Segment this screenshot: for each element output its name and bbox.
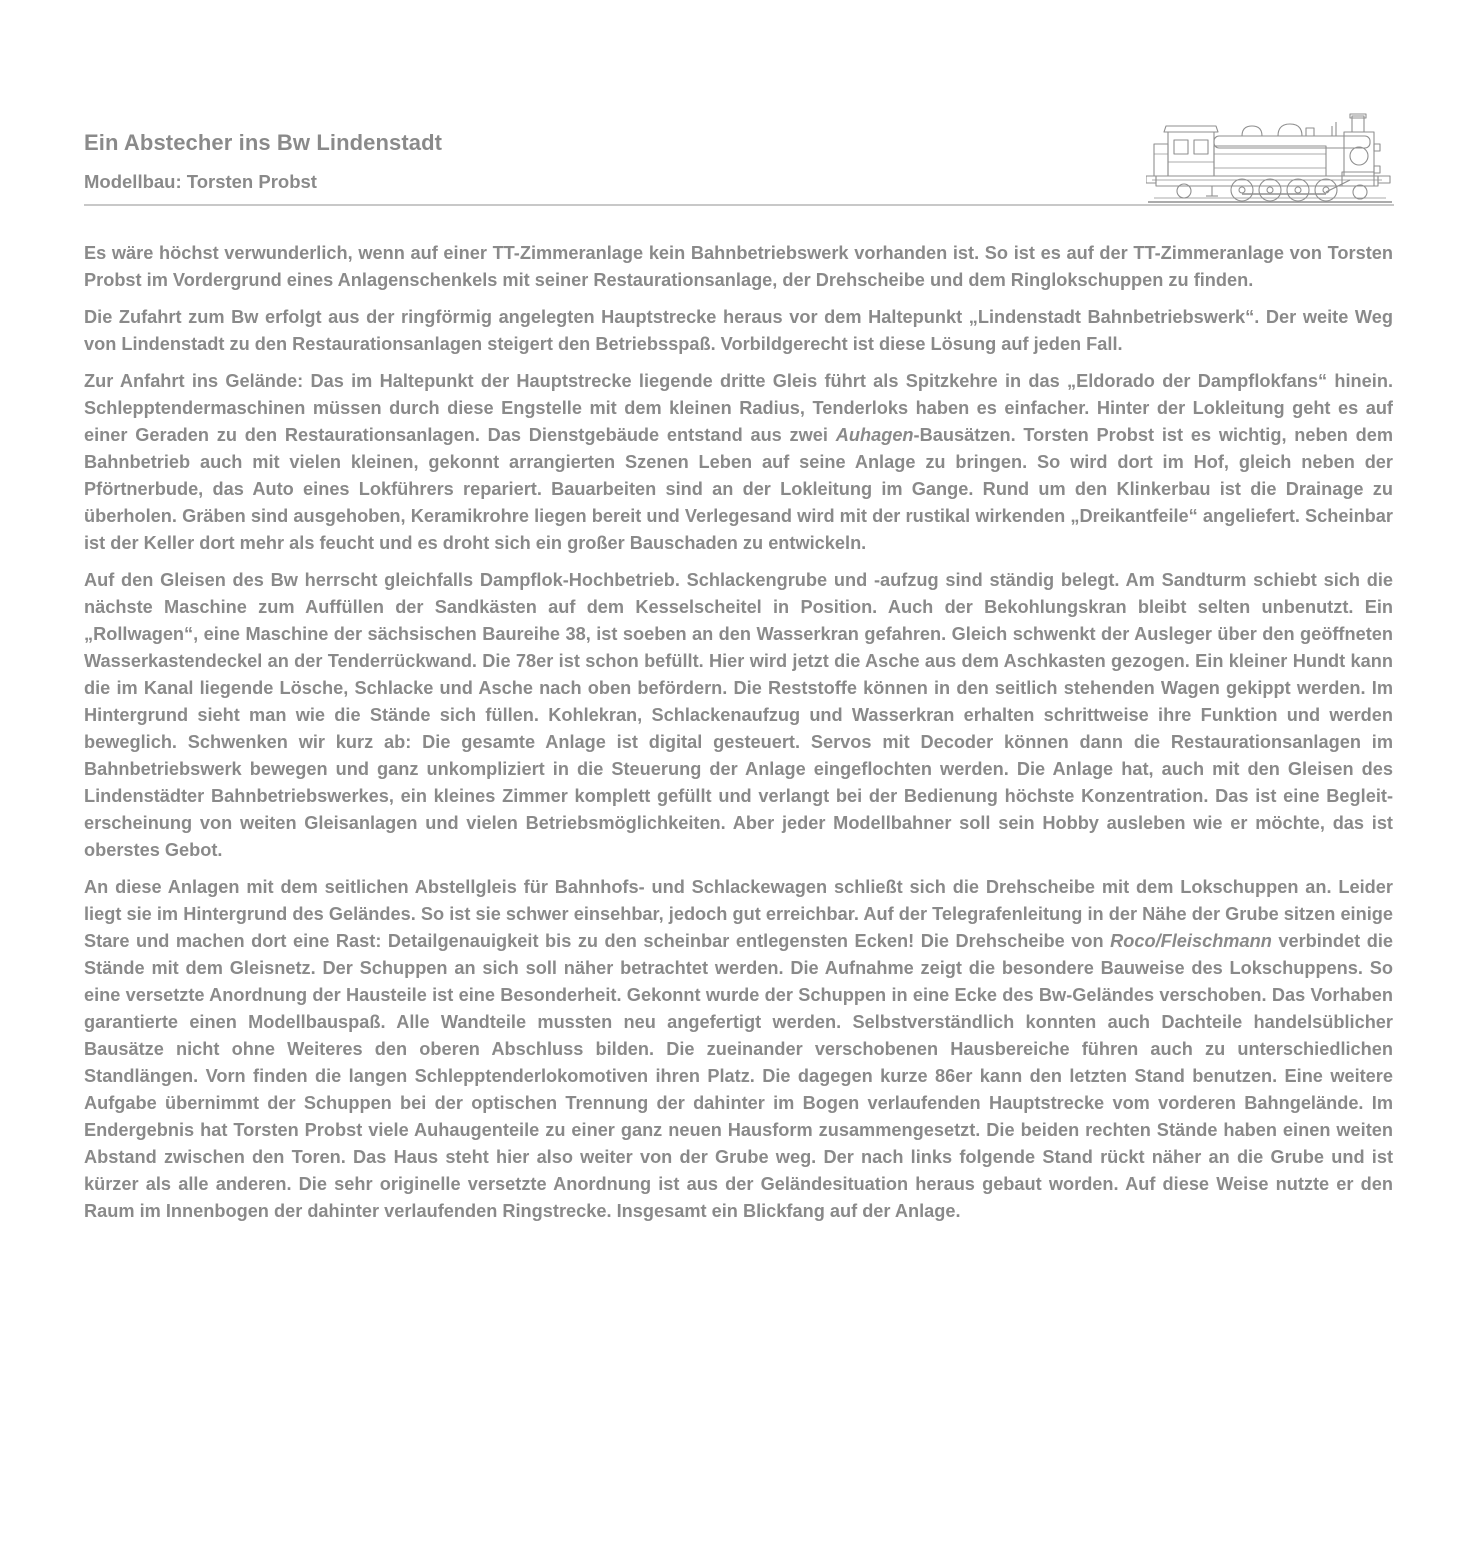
article-title: Ein Abstecher ins Bw Lindenstadt xyxy=(84,130,443,155)
paragraph-text: verbindet die Stände mit dem Gleisnetz. Der Schuppen an sich soll näher betrachtet werden. Die Aufnahme zeigt die besondere Bauweise des Lokschuppens. So eine versetzte Anordnung der Hausteile ist eine Besonderheit. Gekonnt wurde der Schuppen in eine Ecke des Bw-Geländes verschoben. Das Vorhaben garantierte einen Modellbauspaß. Alle Wandteile mussten neu angefertigt werden. Selbstverständlich konnten auch Dachteile handelsüblicher Bausätze nicht ohne Weiteres den oberen Abschluss bilden. Die zueinander verschobenen Hausbereiche führen auch zu unterschiedlichen Standlängen. Vorn finden die langen Schlepptenderlokomotiven ihren Platz. Die dagegen kurze 86er kann den letzten Stand benutzen. Eine weitere Aufgabe übernimmt der Schuppen bei der optischen Trennung der dahinter im Bogen verlaufenden Hauptstrecke vom vorderen Bahngelände. Im Endergebnis hat Torsten Probst viele Auhaugenteile zu einer ganz neuen Hausform zusammengesetzt. Die beiden rechten Stände haben einen weiten Abstand zwischen den Toren. Das Haus steht hier also weiter von der Grube weg. Der nach links folgende Stand rückt näher an die Grube und ist kürzer als alle anderen. Die sehr originelle versetzte Anordnung ist aus der Geländesituation heraus gebaut worden. Auf diese Weise nutzte er den Raum im Innenbogen der dahinter verlaufenden Ringstrecke. Insgesamt ein Blickfang auf der Anlage. xyxy=(84,931,1393,1221)
paragraph-operations: Auf den Gleisen des Bw herrscht gleichfalls Dampflok-Hochbetrieb. Schlackengrube und -aufzug sind ständig belegt. Am Sandturm schiebt sich die nächste Maschine zum Auffüllen der Sandkästen auf dem Kesselscheitel in Position. Auch der Bekohlungskran bleibt selten unbenutzt. Ein „Rollwagen“, eine Maschine der sächsischen Baureihe 38, ist soeben an den Wasserkran gefahren. Gleich schwenkt der Ausleger über den geöffneten Wasserkastendeckel an der Tenderrückwand. Die 78er ist schon befüllt. Hier wird jetzt die Asche aus dem Aschkasten gezogen. Ein kleiner Hundt kann die im Kanal liegende Lösche, Schlacke und Asche nach oben befördern. Die Reststoffe können in den seitlich stehenden Wagen gekippt werden. Im Hintergrund sieht man wie die Stände sich füllen. Kohlekran, Schlackenaufzug und Wasserkran erhalten schrittweise ihre Funktion und werden beweglich. Schwenken wir kurz ab: Die gesamte Anlage ist digital gesteuert. Servos mit Decoder können dann die Restaurationsanlagen im Bahnbetriebswerk bewegen und ganz unkompliziert in die Steuerung der Anlage eingeflochten werden. Die Anlage hat, auch mit den Gleisen des Lindenstädter Bahnbetriebswerkes, ein kleines Zimmer komplett gefüllt und verlangt bei der Bedienung höchste Konzentration. Das ist eine Begleiterscheinung von weiten Gleisanlagen und vielen Betriebsmöglichkeiten. Aber jeder Modellbahner soll sein Hobby ausleben wie er möchte, das ist oberstes Gebot. xyxy=(84,570,1393,860)
paragraph-text: Zur Anfahrt ins Gelände: Das im Haltepunkt der Hauptstrecke liegende dritte Gleis führt als Spitzkehre in das „Eldorado der Dampflokfans“ hinein. Schlepptendermaschinen müssen durch diese Engstelle mit dem kleinen Radius, Tenderloks haben es einfacher. Hinter der Lokleitung geht es auf einer Geraden zu den Restaurationsanlagen. Das Dienstgebäude entstand aus zwei xyxy=(84,371,1393,445)
article-body xyxy=(84,240,1393,1235)
paragraph-shed xyxy=(84,874,1393,1225)
paragraph-intro: Es wäre höchst verwunderlich, wenn auf einer TT-Zimmeranlage kein Bahnbetriebswerk vorhanden ist. So ist es auf der TT-Zimmeranlage von Torsten Probst im Vordergrund eines Anlagenschenkels mit seiner Restaurationsanlage, der Drehscheibe und dem Ringlokschuppen zu finden. xyxy=(84,243,1393,290)
paragraph-text: -Bausätzen. Torsten Probst ist es wichtig, neben dem Bahnbetrieb auch mit vielen kleinen, gekonnt arrangierten Szenen Leben auf seine Anlage zu bringen. So wird dort im Hof, gleich neben der Pförtnerbude, das Auto eines Lokführers repariert. Bauarbeiten sind an der Lokleitung im Gange. Rund um den Klinkerbau ist die Drainage zu überholen. Gräben sind ausgehoben, Keramikrohre liegen bereit und Verlegesand wird mit der rustikal wirkenden „Dreikantfeile“ angeliefert. Scheinbar ist der Keller dort mehr als feucht und es droht sich ein großer Bauschaden zu entwickeln. xyxy=(84,425,1393,553)
steam-locomotive-icon xyxy=(1146,110,1394,204)
paragraph-access: Die Zufahrt zum Bw erfolgt aus der ringförmig angelegten Hauptstrecke heraus vor dem Haltepunkt „Lindenstadt Bahnbetriebswerk“. Der weite Weg von Lindenstadt zu den Restaurationsanlagen steigert den Betriebsspaß. Vorbildgerecht ist diese Lösung auf jeden Fall. xyxy=(84,307,1393,354)
brand-name: Roco/Fleischmann xyxy=(1110,931,1272,951)
brand-name: Auhagen xyxy=(835,425,914,445)
article-author: Modellbau: Torsten Probst xyxy=(84,171,317,192)
article-header xyxy=(84,110,1394,206)
paragraph-text: An diese Anlagen mit dem seitlichen Abstellgleis für Bahnhofs- und Schlackewagen schließt sich die Drehscheibe mit dem Lokschuppen an. Leider liegt sie im Hintergrund des Geländes. So ist sie schwer einsehbar, jedoch gut erreichbar. Auf der Telegrafenleitung in der Nähe der Grube sitzen einige Stare und machen dort eine Rast: Detailgenauigkeit bis zu den scheinbar entlegensten Ecken! Die Drehscheibe von xyxy=(84,877,1393,951)
paragraph-arrival xyxy=(84,368,1393,557)
